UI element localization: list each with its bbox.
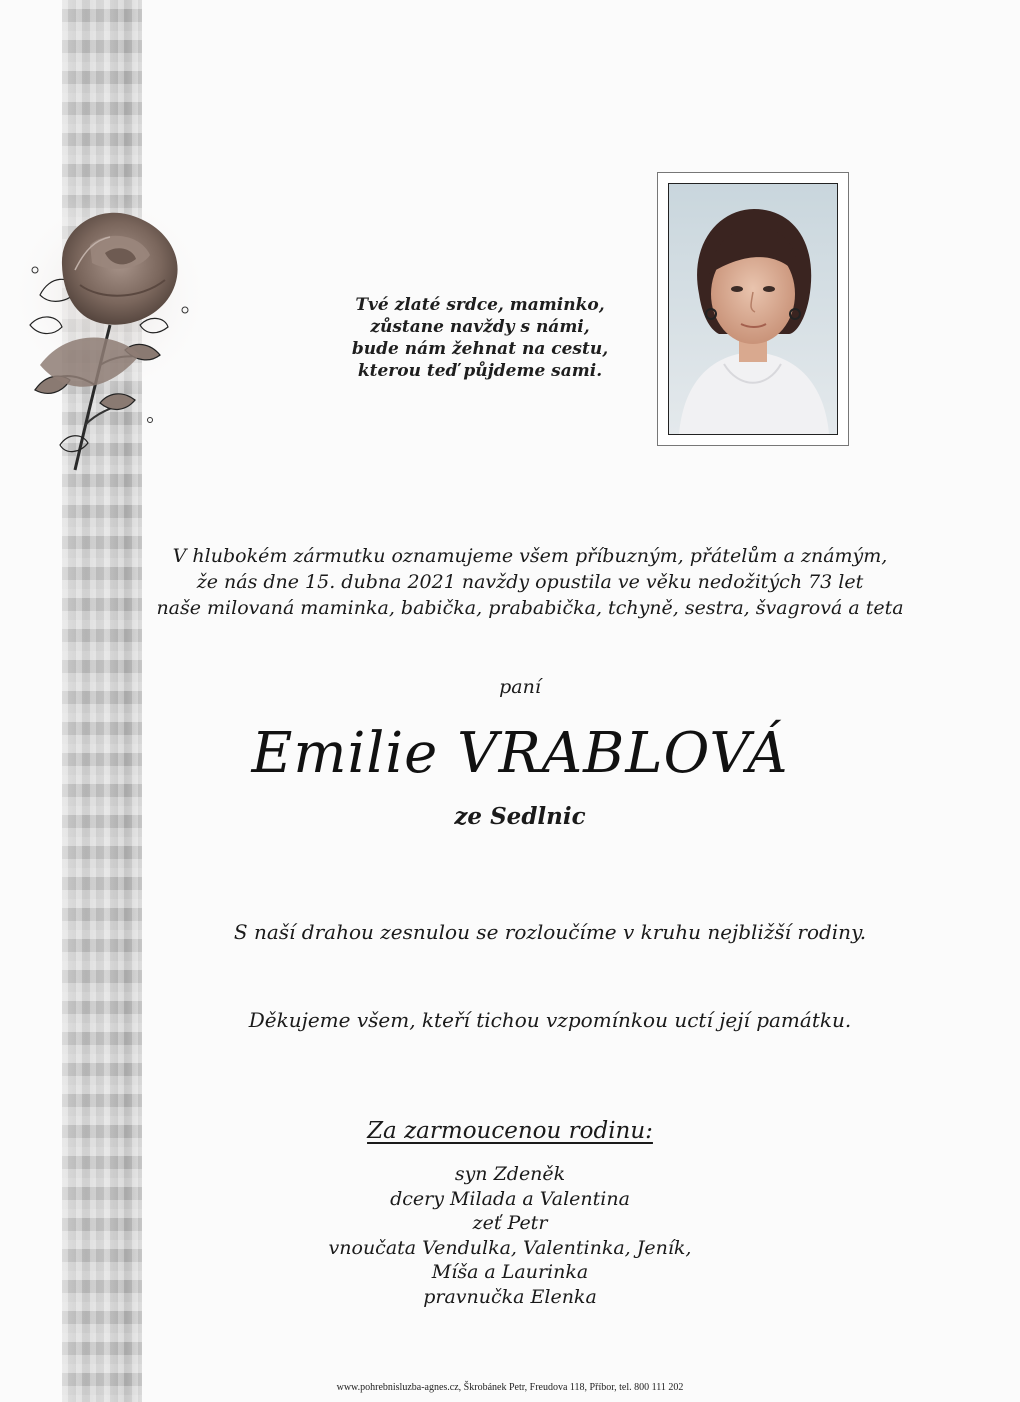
family-member: syn Zdeněk: [454, 1163, 566, 1185]
honorific: paní: [499, 676, 541, 698]
farewell-text: S naší drahou zesnulou se rozloučíme v kruhu nejbližší rodiny.: [233, 920, 867, 944]
poem: [330, 294, 630, 382]
family-list: [280, 1162, 740, 1309]
family-member: dcery Milada a Valentina: [390, 1187, 630, 1210]
poem-line: Tvé zlaté srdce, maminko,: [355, 295, 605, 315]
poem-line: kterou teď půjdeme sami.: [357, 361, 603, 381]
family-member: pravnučka Elenka: [423, 1285, 597, 1308]
announcement: [150, 543, 910, 621]
family-member: zeť Petr: [472, 1212, 548, 1234]
thanks-text: Děkujeme všem, kteří tichou vzpomínkou uctí její památku.: [248, 1008, 852, 1032]
family-heading: Za zarmoucenou rodinu:: [367, 1118, 653, 1144]
deceased-name: Emilie VRABLOVÁ: [251, 721, 789, 786]
announcement-line: že nás dne 15. dubna 2021 navždy opustila ve věku nedožitých 73 let: [196, 571, 864, 593]
deceased-origin: ze Sedlnic: [454, 803, 586, 830]
portrait-frame: [657, 172, 849, 446]
family-member: vnoučata Vendulka, Valentinka, Jeník,: [328, 1236, 692, 1259]
footer-contact: www.pohrebnisluzba-agnes.cz, Škrobánek Petr, Freudova 118, Příbor, tel. 800 111 202: [336, 1382, 684, 1393]
poem-line: zůstane navždy s námi,: [370, 317, 590, 337]
family-member: Míša a Laurinka: [431, 1261, 589, 1283]
announcement-line: V hlubokém zármutku oznamujeme všem příbuzným, přátelům a známým,: [172, 545, 888, 567]
poem-line: bude nám žehnat na cestu,: [351, 339, 609, 359]
portrait-photo: [668, 183, 838, 435]
announcement-line: naše milovaná maminka, babička, prababička, tchyně, sestra, švagrová a teta: [156, 597, 904, 619]
rose-icon: [0, 175, 220, 475]
